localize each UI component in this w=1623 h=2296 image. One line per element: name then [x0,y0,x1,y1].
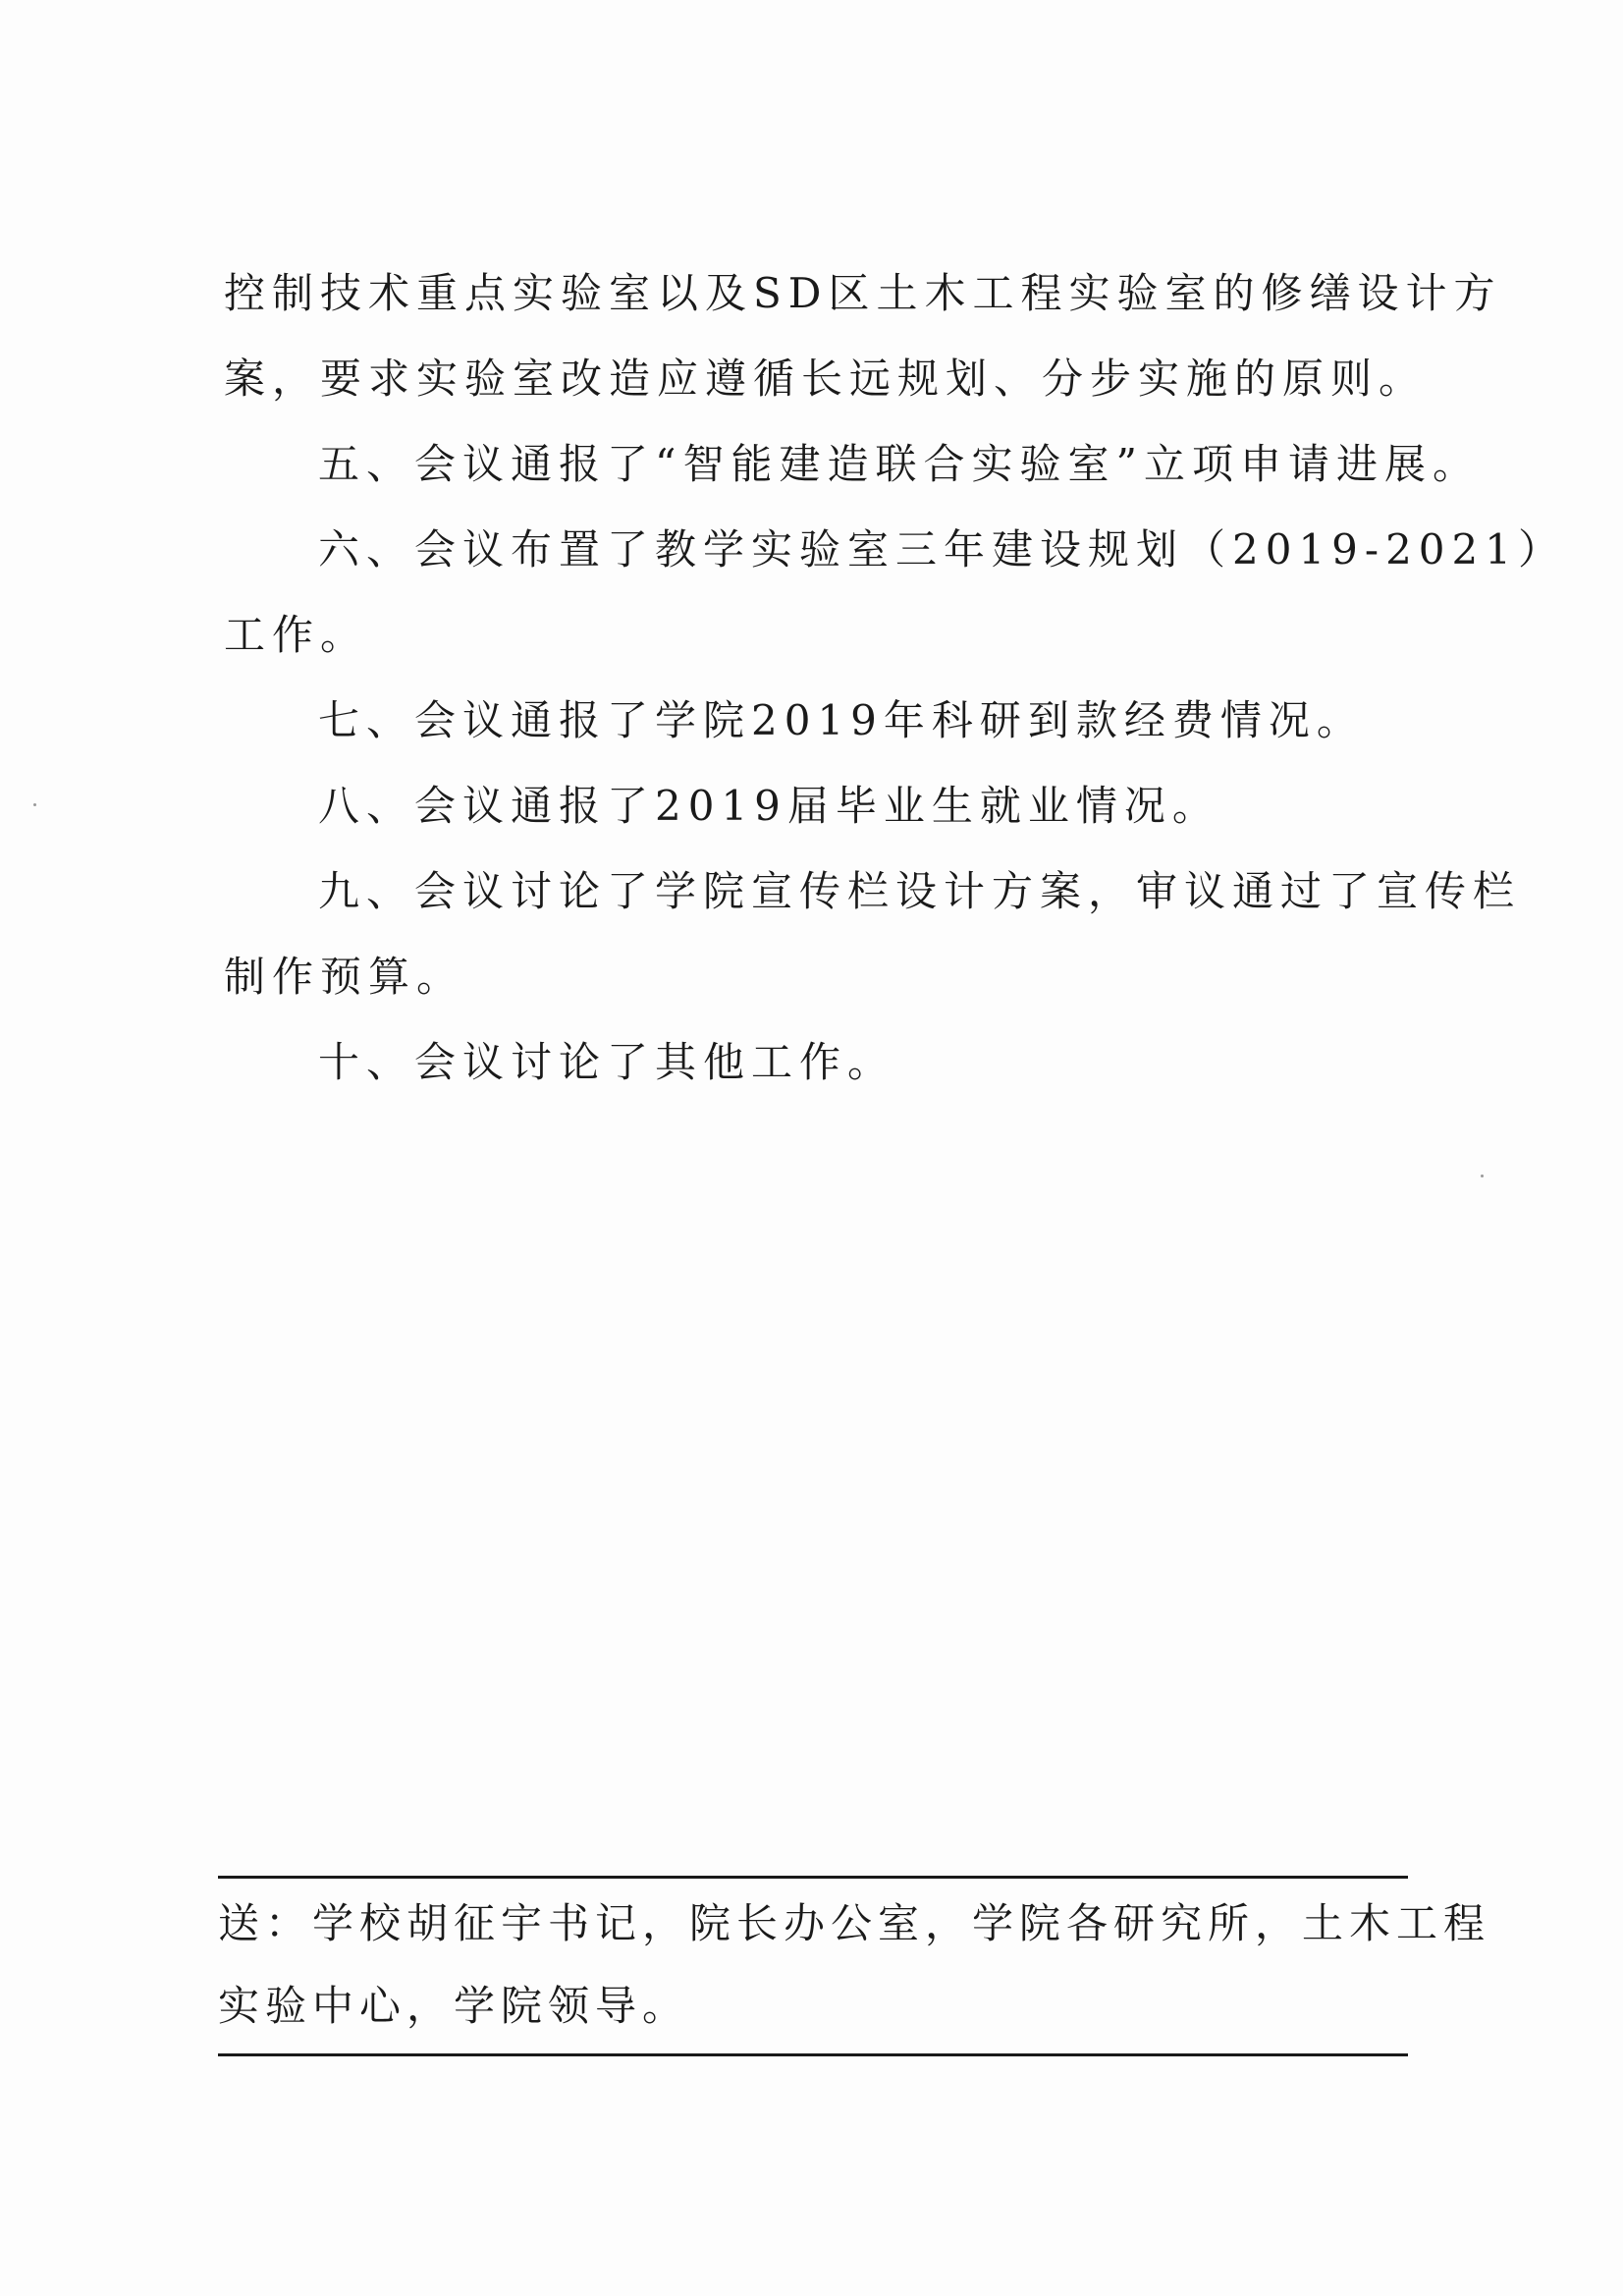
distribution-list [218,1879,1491,2053]
text-line: 送：学校胡征宇书记，院长办公室，学院各研究所，土木工程 [218,1899,1491,1947]
document-body [224,250,1566,1105]
bottom-rule [218,2053,1408,2056]
text-line: 九、会议讨论了学院宣传栏设计方案，审议通过了宣传栏 [318,867,1522,915]
text-line: 控制技术重点实验室以及SD区土木工程实验室的修缮设计方 [224,269,1502,317]
paragraph-item-5 [224,421,1481,507]
scan-speck [33,803,36,806]
paragraph-item-10 [224,1019,1402,1105]
text-line: 十、会议讨论了其他工作。 [318,1038,896,1086]
text-line: 七、会议通报了学院2019年科研到款经费情况。 [318,696,1365,744]
text-line: 六、会议布置了教学实验室三年建设规划（2019-2021） [318,525,1566,574]
text-line: 五、会议通报了“智能建造联合实验室”立项申请进展。 [318,440,1481,488]
text-line: 工作。 [224,611,369,659]
paragraph-item-4-continued [224,250,1502,421]
text-line: 案，要求实验室改造应遵循长远规划、分步实施的原则。 [224,355,1428,403]
paragraph-item-9 [224,848,1522,1019]
paragraph-item-7 [224,678,1402,763]
paragraph-item-6 [224,507,1566,678]
text-line: 八、会议通报了2019届毕业生就业情况。 [318,782,1220,830]
scan-speck [1481,1175,1484,1177]
text-line: 制作预算。 [224,953,465,1001]
paragraph-item-8 [224,763,1402,848]
distribution-block [218,1876,1491,2056]
text-line: 实验中心，学院领导。 [218,1982,690,2030]
